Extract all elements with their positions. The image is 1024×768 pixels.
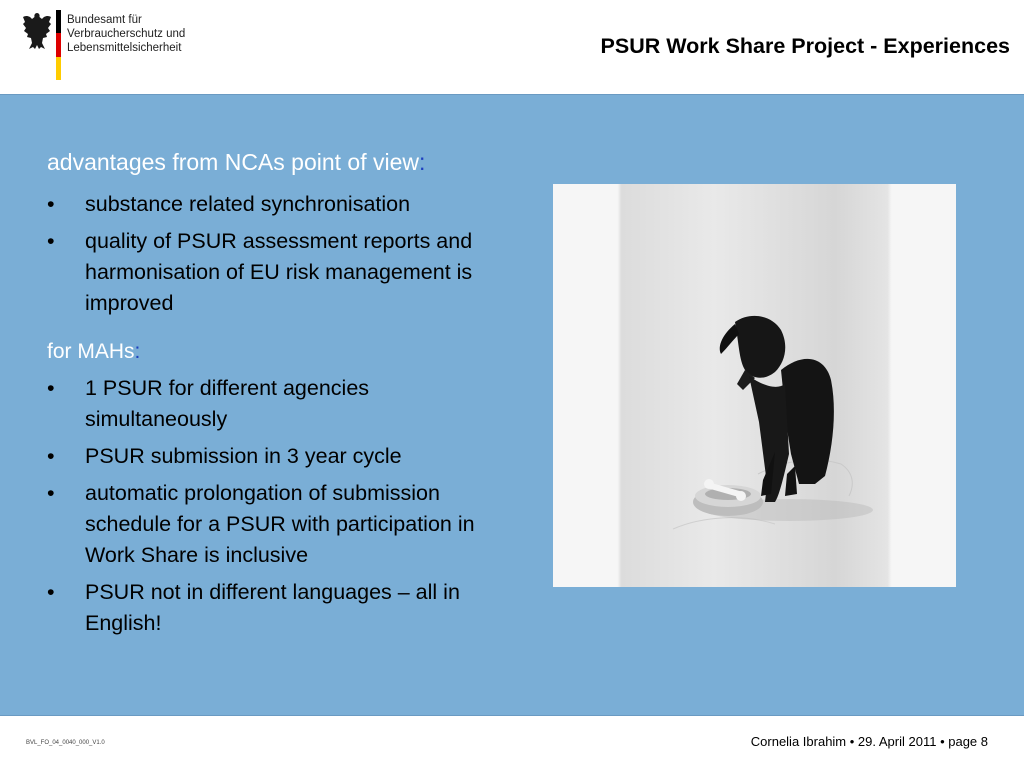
- content-panel: [0, 94, 1024, 716]
- slide-body: [47, 147, 507, 645]
- agency-line: Verbraucherschutz und: [67, 28, 186, 40]
- bullet-item: • automatic prolongation of submission schedule for a PSUR with participation in Work Share is inclusive: [47, 478, 507, 571]
- bullet-item: • 1 PSUR for different agencies simultaneously: [47, 373, 507, 435]
- german-flag-stripe: [56, 10, 61, 80]
- dog-photo: [553, 184, 956, 587]
- bullet-item: • quality of PSUR assessment reports and harmonisation of EU risk management is improved: [47, 226, 507, 319]
- flag-red: [56, 33, 61, 56]
- agency-name: [67, 13, 185, 55]
- bvl-logo: [22, 10, 222, 82]
- section-heading-text: for MAHs: [47, 340, 135, 363]
- heading-colon: :: [419, 149, 426, 175]
- bullet-item: • substance related synchronisation: [47, 189, 507, 220]
- section-heading-mahs: [47, 337, 507, 367]
- slide-title: PSUR Work Share Project - Experiences: [600, 34, 1010, 58]
- agency-line: Bundesamt für: [67, 14, 142, 26]
- bullet-item: • PSUR submission in 3 year cycle: [47, 441, 507, 472]
- header: [0, 0, 1024, 94]
- mahs-bullet-list: [47, 373, 507, 639]
- bullet-item: • PSUR not in different languages – all in English!: [47, 577, 507, 639]
- agency-line: Lebensmittelsicherheit: [67, 42, 182, 54]
- document-code: BVL_FO_04_0040_000_V1.0: [26, 740, 105, 746]
- flag-black: [56, 10, 61, 33]
- section-heading-ncas: [47, 147, 507, 177]
- ncas-bullet-list: [47, 189, 507, 319]
- dog-with-bowl-illustration: [553, 184, 956, 587]
- heading-colon: :: [134, 340, 141, 363]
- federal-eagle-icon: [22, 10, 52, 52]
- flag-gold: [56, 57, 61, 80]
- footer-author-date-page: Cornelia Ibrahim • 29. April 2011 • page 8: [750, 734, 988, 749]
- section-heading-text: advantages from NCAs point of view: [47, 149, 420, 175]
